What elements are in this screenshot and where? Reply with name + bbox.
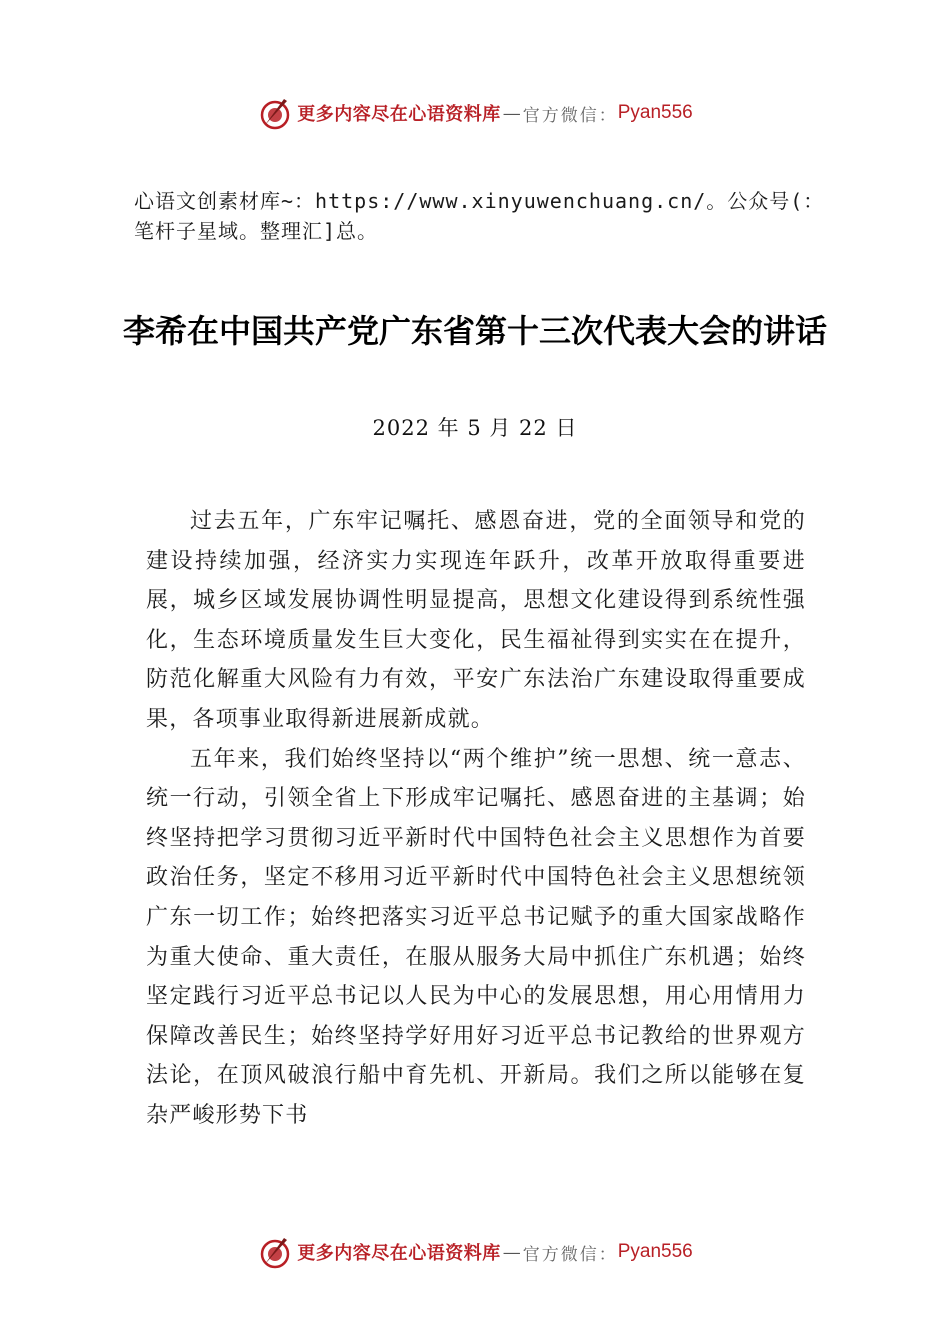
document-date: 2022 年 5 月 22 日 — [372, 416, 578, 440]
paragraph-2: 五年来，我们始终坚持以“两个维护”统一思想、统一意志、统一行动，引领全省上下形成牢记嘱托、感恩奋进的主基调；始终坚持把学习贯彻习近平新时代中国特色社会主义思想作为首要政治任务，坚定不移用习近平新时代中国特色社会主义思想统领广东一切工作；始终把落实习近平总书记赋予的重大国家战略作为重大使命、重大责任，在服从服务大局中抓住广东机遇；始终坚定践行习近平总书记以人民为中心的发展思想，用心用情用力保障改善民生；始终坚持学好用好习近平总书记教给的世界观方法论，在顶风破浪行船中育先机、开新局。我们之所以能够在复杂严峻形势下书 — [146, 746, 806, 1128]
document-title: 李希在中国共产党广东省第十三次代表大会的讲话 — [122, 312, 827, 350]
quill-logo-icon — [257, 1234, 293, 1270]
banner-wechat-id: Pyan556 — [617, 102, 693, 123]
banner-wechat-id: Pyan556 — [617, 1241, 693, 1262]
banner-slogan: 更多内容尽在心语资料库 — [297, 1243, 501, 1264]
quill-logo-icon — [257, 95, 293, 131]
banner-wechat-label: 官方微信： — [522, 1244, 618, 1265]
footer-banner — [0, 1232, 950, 1272]
paragraph-1: 过去五年，广东牢记嘱托、感恩奋进，党的全面领导和党的建设持续加强，经济实力实现连年跃升，改革开放取得重要进展，城乡区域发展协调性明显提高，思想文化建设得到系统性强化，生态环境质量发生巨大变化，民生福祉得到实实在在提升，防范化解重大风险有力有效，平安广东法治广东建设取得重要成果，各项事业取得新进展新成就。 — [146, 509, 806, 732]
header-banner — [0, 93, 950, 133]
source-note: 心语文创素材库~：https://www.xinyuwenchuang.cn/。公众号(：笔杆子星域。整理汇]总。 — [134, 189, 825, 243]
banner-wechat-label: 官方微信： — [522, 105, 618, 126]
document-body — [146, 502, 806, 1136]
banner-slogan: 更多内容尽在心语资料库 — [297, 104, 501, 125]
banner-dash: — — [502, 1241, 521, 1263]
banner-dash: — — [502, 102, 521, 124]
